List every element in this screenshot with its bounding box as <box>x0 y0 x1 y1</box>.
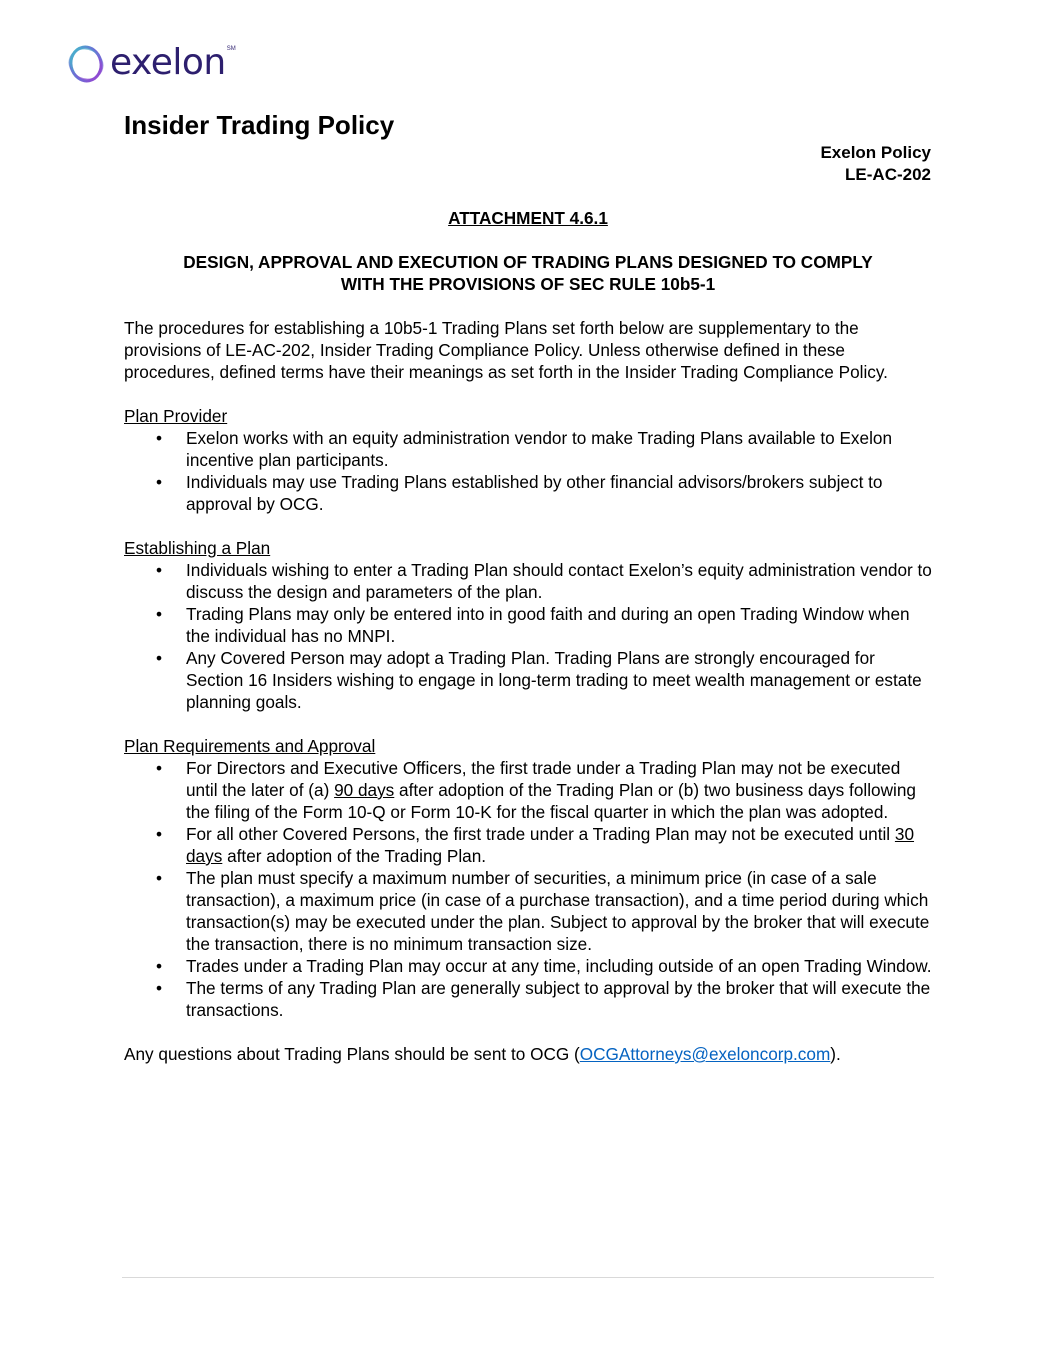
attachment-title: ATTACHMENT 4.6.1 <box>448 208 608 228</box>
footer-divider <box>122 1277 934 1278</box>
list-item: • Trades under a Trading Plan may occur at any time, including outside of an open Trading Window. <box>124 955 932 977</box>
exelon-ring-icon <box>66 40 106 86</box>
ninety-days-term: 90 days <box>334 780 395 800</box>
list-item <box>124 823 932 867</box>
logo-wordmark: exelon <box>110 42 226 83</box>
list-item: • The plan must specify a maximum number of securities, a minimum price (in case of a sale transaction), a maximum price (in case of a purchase transaction), and a time period during which transaction(s) may be executed under the plan. Subject to approval by the broker that will execute the transaction, there is no minimum transaction size. <box>124 867 932 955</box>
list-item: • Any Covered Person may adopt a Trading Plan. Trading Plans are strongly encouraged for Section 16 Insiders wishing to engage in long-term trading to meet wealth management or estate planning goals. <box>124 647 932 713</box>
heading-line-2: WITH THE PROVISIONS OF SEC RULE 10b5-1 <box>340 274 716 294</box>
item-text: For all other Covered Persons, the first trade under a Trading Plan may not be executed until <box>186 824 895 844</box>
closing-paragraph <box>124 1043 932 1065</box>
item-text: For Directors and Executive Officers, the first trade under a Trading Plan may not be executed until the later of (a) <box>186 758 901 800</box>
item-text: after adoption of the Trading Plan. <box>222 846 487 866</box>
requirements-list <box>124 757 932 1021</box>
heading-line-1: DESIGN, APPROVAL AND EXECUTION OF TRADING PLANS DESIGNED TO COMPLY <box>183 252 873 272</box>
item-text: after adoption of the Trading Plan or (b) two business days following the filing of the Form 10-Q or Form 10-K for the fiscal quarter in which the plan was adopted. <box>186 780 916 822</box>
list-item: • Trading Plans may only be entered into in good faith and during an open Trading Window when the individual has no MNPI. <box>124 603 932 647</box>
exelon-logo <box>66 40 236 86</box>
plan-provider-list <box>124 427 932 515</box>
list-item: • The terms of any Trading Plan are generally subject to approval by the broker that will execute the transactions. <box>124 977 932 1021</box>
logo-service-mark: SM <box>226 46 236 52</box>
establishing-plan-title: Establishing a Plan <box>124 538 271 558</box>
document-body <box>124 207 932 1087</box>
thirty-days-term: 30 days <box>186 824 915 866</box>
requirements-title: Plan Requirements and Approval <box>124 736 376 756</box>
closing-text-end: ). <box>830 1044 841 1064</box>
email-link[interactable]: OCGAttorneys@exeloncorp.com <box>579 1044 831 1064</box>
page-title: Insider Trading Policy <box>124 110 395 140</box>
list-item: • Individuals may use Trading Plans established by other financial advisors/brokers subject to approval by OCG. <box>124 471 932 515</box>
establishing-plan-list <box>124 559 932 713</box>
policy-number: LE-AC-202 <box>845 165 931 184</box>
list-item <box>124 757 932 823</box>
list-item: • Individuals wishing to enter a Trading Plan should contact Exelon’s equity administration vendor to discuss the design and parameters of the plan. <box>124 559 932 603</box>
policy-identifier <box>820 142 931 186</box>
policy-label: Exelon Policy <box>820 143 931 162</box>
list-item: • Exelon works with an equity administration vendor to make Trading Plans available to Exelon incentive plan participants. <box>124 427 932 471</box>
closing-text: Any questions about Trading Plans should be sent to OCG ( <box>124 1044 580 1064</box>
intro-paragraph: The procedures for establishing a 10b5-1 Trading Plans set forth below are supplementary to the provisions of LE-AC-202, Insider Trading Compliance Policy. Unless otherwise defined in these procedures, defined terms have their meanings as set forth in the Insider Trading Compliance Policy. <box>124 318 888 382</box>
plan-provider-title: Plan Provider <box>124 406 228 426</box>
section-heading <box>124 251 932 295</box>
